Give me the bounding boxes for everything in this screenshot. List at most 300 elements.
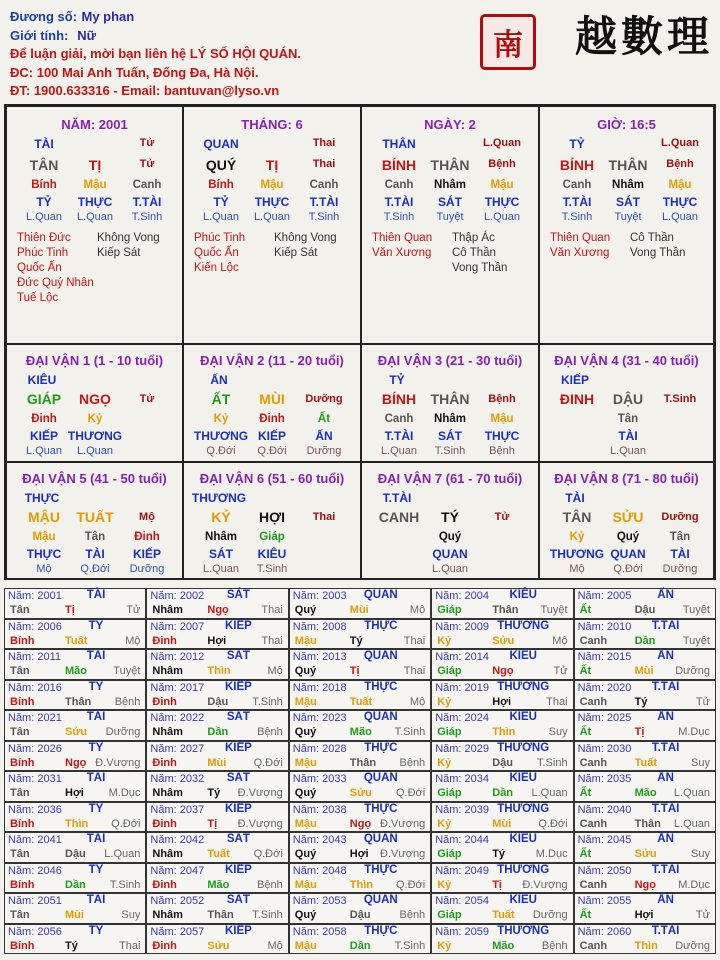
annual-god: TỶ [88,863,104,876]
annual-phase: Dưỡng [675,939,710,952]
pillar-r4-item: THỰC [662,195,698,209]
annual-stem: Đinh [152,695,177,708]
dai-van-god: ẤN [210,373,228,387]
annual-phase: Thai [546,695,568,708]
address-line: ĐC: 100 Mai Anh Tuấn, Đống Đa, Hà Nội. [10,64,259,80]
annual-year-cell [431,741,573,772]
annual-god: T.TÀI [651,802,680,815]
annual-year-cell [574,832,716,863]
dai-van-branch: HỢI [259,509,285,525]
annual-phase: Tử [553,665,568,677]
annual-phase: Suy [691,756,710,769]
annual-year-cell [4,802,146,833]
annual-branch: Thìn [207,665,231,677]
star-left: Quốc Ấn [194,247,239,259]
annual-phase: Mộ [125,634,141,647]
annual-stem: Canh [579,756,608,769]
pillar-r4-item: SÁT [616,195,640,209]
annual-branch: Thân [492,604,519,616]
annual-stem: Bính [10,756,35,769]
annual-year-label: Năm: 2003 [292,590,347,602]
annual-year-cell [146,649,288,680]
annual-god: TỶ [88,680,104,693]
dai-van-hidden-phase: T.Sinh [434,445,466,457]
annual-god: THỰC [364,619,398,632]
annual-phase: Q.Đới [395,878,426,891]
annual-year-label: Năm: 2031 [8,773,62,785]
annual-year-cell [289,863,431,894]
annual-god: THƯƠNG [497,924,550,937]
annual-branch: Hợi [492,695,512,708]
pillar-r3-item: Canh [132,179,162,191]
annual-god: THƯƠNG [497,741,550,754]
annual-year-label: Năm: 2040 [577,803,632,816]
annual-stem: Mậu [294,817,317,830]
annual-year-label: Năm: 2006 [8,620,62,633]
dai-van-hidden-stem: Tân [669,531,691,543]
pillar-r5-item: L.Quan [253,211,291,223]
star-right: Cô Thần [452,247,496,259]
annual-stem: Quý [294,604,317,616]
annual-god: QUAN [363,650,398,662]
annual-god: TỶ [88,924,104,937]
annual-god: T.TÀI [651,619,680,632]
annual-branch: Tị [207,817,218,830]
annual-stem: Kỷ [437,756,452,769]
dai-van-hidden-god: THƯƠNG [67,429,123,443]
annual-year-cell [4,893,146,924]
calligraphy-logo [498,6,713,68]
label-gioi-tinh: Giới tính: [10,27,69,43]
annual-year-label: Năm: 2060 [577,925,632,938]
annual-phase: Thai [403,665,426,677]
annual-phase: Tử [695,909,710,921]
annual-year-cell [4,680,146,711]
pillar-title: NGÀY: 2 [424,117,476,132]
annual-year-label: Năm: 2025 [577,712,632,724]
dai-van-stem: BÍNH [381,391,417,407]
annual-year-label: Năm: 2039 [435,803,489,816]
annual-branch: Dậu [207,695,229,708]
annual-phase: Suy [548,726,568,738]
dai-van-hidden-stem: Giáp [259,531,285,543]
star-left: Kiến Lộc [194,262,239,274]
dai-van-hidden-phase: L.Quan [76,445,114,457]
pillar-r4-item: THỰC [77,195,113,209]
dai-van-title: ĐẠI VẬN 1 (1 - 10 tuổi) [25,353,164,368]
dai-van-stem: MẬU [28,509,60,525]
annual-year-cell [4,619,146,650]
dai-van-hidden-stem: Mậu [32,531,56,543]
annual-branch: Tị [349,665,360,677]
pillar-r4-item: T.TÀI [309,195,339,209]
annual-god: KIẾP [224,863,252,876]
annual-god: ẤN [657,894,674,906]
dai-van-branch: MÙI [259,391,285,407]
dai-van-hidden-god: TÀI [670,547,690,561]
annual-year-cell [574,710,716,741]
annual-god: QUAN [363,589,398,601]
annual-branch: Ngọ [634,878,656,891]
annual-year-cell [289,649,431,680]
annual-year-label: Năm: 2057 [150,925,205,938]
star-left: Quốc Ấn [17,262,62,274]
annual-year-cell [146,771,288,802]
annual-stem: Tân [10,787,30,799]
annual-year-cell [146,863,288,894]
pillar-r5-item: L.Quan [76,211,114,223]
annual-phase: Dưỡng [675,665,710,677]
annual-stem: Mậu [294,634,317,647]
annual-stem: Ất [579,848,592,860]
pillar-r3-item: Canh [309,179,339,191]
pillar-r3-item: Mậu [260,179,284,191]
dai-van-hidden-god: KIÊU [257,547,287,561]
annual-phase: T.Sinh [252,695,283,708]
annual-branch: Tý [207,787,221,799]
annual-year-label: Năm: 2035 [577,773,632,785]
pillar-r5-item: T.Sinh [561,211,593,223]
annual-god: KIẾP [224,741,252,754]
pillar-r5-item: T.Sinh [131,211,163,223]
annual-year-cell [4,710,146,741]
annual-branch: Tuất [207,848,230,860]
dai-van-hidden-phase: Bệnh [489,445,515,457]
annual-year-label: Năm: 2018 [292,681,347,694]
annual-god: KIÊU [509,711,537,723]
annual-branch: Thân [65,695,92,708]
dai-van-god: T.TÀI [382,491,412,505]
annual-year-cell [574,649,716,680]
annual-stem: Kỷ [437,634,452,647]
annual-god: THỰC [364,924,398,937]
dai-van-hidden-stem: Ất [317,413,331,425]
dai-van-cell [6,344,183,462]
annual-branch: Tị [492,878,502,891]
annual-branch: Dần [349,939,371,952]
pillar-r3-item: Mậu [83,179,107,191]
annual-god: SÁT [226,894,250,906]
dai-van-phase: Tử [494,511,510,523]
dai-van-hidden-phase: L.Quan [25,445,63,457]
annual-year-label: Năm: 2030 [577,742,632,755]
dai-van-cell [539,462,714,580]
annual-stem: Đinh [152,817,177,830]
pillar-r4-item: TỶ [36,195,52,209]
annual-phase: Bệnh [257,878,283,891]
annual-year-label: Năm: 2010 [577,620,632,633]
pillar-r2-item: Thai [312,158,336,170]
annual-stem: Tân [10,909,30,921]
annual-god: QUAN [363,711,398,723]
calligraphy-text: 越數理 [574,12,713,61]
annual-year-label: Năm: 2005 [577,590,632,602]
annual-year-cell [4,832,146,863]
annual-year-label: Năm: 2055 [577,895,632,907]
annual-year-label: Năm: 2041 [8,834,62,846]
pillar-cell [539,106,714,344]
annual-year-cell [574,802,716,833]
annual-year-label: Năm: 2058 [292,925,347,938]
value-gioi-tinh: Nữ [77,27,97,43]
dai-van-branch: DẬU [612,391,644,407]
dai-van-hidden-stem: Kỷ [569,531,585,543]
dai-van-phase: Tử [139,393,155,405]
annual-branch: Thìn [492,726,516,738]
annual-year-label: Năm: 2009 [435,620,489,633]
annual-god: ẤN [657,772,674,784]
annual-stem: Canh [579,878,608,891]
annual-stem: Kỷ [437,695,452,708]
annual-stem: Kỷ [437,817,452,830]
annual-stem: Bính [10,878,35,891]
annual-year-cell [146,741,288,772]
annual-god: THƯƠNG [497,802,550,815]
annual-phase: Mộ [267,939,283,952]
dai-van-cell [539,344,714,462]
seal-text: 南 [493,28,523,63]
annual-year-cell [289,924,431,955]
annual-phase: L.Quan [104,848,141,860]
annual-branch: Mão [349,726,372,738]
star-right: Cô Thần [630,232,674,244]
annual-phase: Tử [126,604,141,616]
pillar-cell [183,106,361,344]
annual-phase: M.Dục [678,726,710,738]
annual-branch: Mùi [65,909,84,921]
annual-year-label: Năm: 2002 [150,590,205,602]
annual-year-label: Năm: 2022 [150,712,205,724]
annual-phase: Q.Đới [253,756,283,769]
annual-god: ẤN [657,650,674,662]
pillar-r1-item: L.Quan [483,137,521,149]
annual-year-cell [431,649,573,680]
dai-van-phase: Mộ [139,511,155,523]
dai-van-cell [361,462,539,580]
dai-van-title: ĐẠI VẬN 7 (61 - 70 tuổi) [377,471,523,486]
annual-branch: Tuất [349,695,373,708]
star-left: Tuế Lộc [17,292,59,304]
annual-god: QUAN [363,772,398,784]
annual-year-cell [289,771,431,802]
pillar-r3-item: Canh [562,179,592,191]
dai-van-god: THỰC [24,491,60,505]
annual-god: SÁT [226,650,250,662]
dai-van-hidden-stem: Đinh [134,531,160,543]
annual-stem: Canh [579,695,608,708]
pillar-r4-item: SÁT [438,195,462,209]
annual-branch: Thìn [634,939,658,952]
dai-van-hidden-phase: L.Quan [431,563,469,575]
pillar-r5-item: T.Sinh [383,211,415,223]
annual-branch: Sửu [207,939,230,952]
pillar-r5-item: L.Quan [25,211,63,223]
annual-stem: Giáp [437,726,462,738]
annual-god: ẤN [657,589,674,601]
annual-branch: Tị [634,726,645,738]
annual-year-label: Năm: 2024 [435,712,489,724]
dai-van-hidden-phase: L.Quan [380,445,418,457]
annual-stem: Tân [10,726,30,738]
dai-van-god: TÀI [565,491,585,505]
annual-phase: Bệnh [541,939,568,952]
annual-branch: Dậu [492,756,513,769]
annual-stem: Nhâm [152,726,183,738]
dai-van-branch: NGỌ [79,391,111,407]
annual-branch: Ngọ [492,665,514,677]
annual-stem: Canh [579,939,608,952]
dai-van-hidden-god: THỰC [484,429,520,443]
star-right: Kiếp Sát [97,247,141,259]
pillar-r1-item: QUAN [203,137,239,151]
annual-year-cell [146,832,288,863]
annual-year-cell [4,649,146,680]
annual-god: T.TÀI [651,741,680,754]
annual-year-cell [574,863,716,894]
annual-year-cell [574,771,716,802]
annual-year-label: Năm: 2038 [292,803,347,816]
annual-year-cell [4,771,146,802]
annual-god: ẤN [657,833,674,845]
dai-van-hidden-phase: Mộ [569,563,585,575]
annual-branch: Tị [65,604,75,616]
dai-van-hidden-god: QUAN [432,547,468,561]
annual-year-label: Năm: 2050 [577,864,632,877]
dai-van-hidden-stem: Kỷ [213,413,229,425]
annual-phase: M.Dục [678,878,710,891]
annual-branch: Hợi [349,848,369,860]
annual-god: TÀI [86,711,106,723]
annual-stem: Tân [10,848,30,860]
annual-stem: Canh [579,817,608,830]
annual-phase: Dưỡng [105,726,141,738]
annual-branch: Tý [492,848,506,860]
annual-branch: Tuất [492,909,515,921]
annual-god: KIẾP [224,924,252,937]
annual-stem: Giáp [437,604,462,616]
pillar-r2-item: Bệnh [488,158,516,170]
annual-year-label: Năm: 2043 [292,834,347,846]
annual-year-cell [574,680,716,711]
annual-branch: Dần [65,878,86,891]
annual-god: TÀI [86,833,106,845]
annual-phase: Mộ [409,695,426,708]
annual-year-label: Năm: 2052 [150,895,205,907]
annual-phase: T.Sinh [394,726,426,738]
annual-god: TỶ [88,619,104,632]
annual-branch: Dậu [634,604,656,616]
annual-stem: Đinh [152,634,177,647]
annual-branch: Thân [634,817,661,830]
annual-stem: Ất [579,909,592,921]
annual-god: THỰC [364,863,398,876]
annual-phase: Bệnh [399,756,426,769]
annual-year-cell [431,924,573,955]
annual-phase: Tuyệt [682,634,710,647]
annual-year-label: Năm: 2004 [435,590,489,602]
annual-branch: Mão [207,878,230,891]
annual-year-cell [574,588,716,619]
dai-van-title: ĐẠI VẬN 4 (31 - 40 tuổi) [554,353,699,368]
annual-year-cell [146,893,288,924]
pillar-r2-item: TỊ [265,157,279,173]
annual-god: SÁT [226,589,250,601]
annual-stem: Giáp [437,665,462,677]
annual-god: SÁT [226,772,250,784]
dai-van-phase: Thai [312,511,336,523]
annual-god: TỶ [88,802,104,815]
dai-van-phase: Dưỡng [305,393,343,405]
pillar-r5-item: L.Quan [483,211,521,223]
star-right: Kiếp Sát [274,247,318,259]
annual-year-label: Năm: 2011 [8,651,61,663]
annual-god: TỶ [88,741,104,754]
annual-year-cell [146,710,288,741]
annual-god: THỰC [364,802,398,815]
dai-van-title: ĐẠI VẬN 6 (51 - 60 tuổi) [199,471,345,486]
annual-stem: Quý [294,787,317,799]
pillar-r4-item: T.TÀI [132,195,162,209]
pillar-r2-item: THÂN [608,157,648,173]
annual-god: KIẾP [224,680,252,693]
annual-phase: Đ.Vượng [522,878,568,891]
dai-van-hidden-god: KIẾP [132,547,161,561]
pillar-r1-item: Tử [139,137,155,149]
annual-god: SÁT [226,833,250,845]
annual-year-label: Năm: 2047 [150,864,205,877]
dai-van-phase: Bệnh [488,393,516,405]
dai-van-hidden-stem: Nhâm [434,413,466,425]
dai-van-hidden-phase: Q.Đới [613,563,643,575]
annual-god: QUAN [363,894,398,906]
annual-branch: Mão [65,665,87,677]
main-chart-grid [4,104,716,580]
dai-van-god: TỶ [389,373,405,387]
dai-van-hidden-stem: Canh [384,413,414,425]
star-right: Không Vong [97,232,160,244]
annual-phase: M.Dục [108,787,141,799]
annual-phase: Q.Đới [253,848,283,860]
annual-phase: Tuyệt [540,604,568,616]
annual-stem: Kỷ [437,939,452,952]
annual-stem: Ất [579,787,592,799]
annual-year-cell [431,680,573,711]
pillar-cell [6,106,183,344]
star-right: Vong Thần [630,247,686,259]
dai-van-title: ĐẠI VẬN 2 (11 - 20 tuổi) [200,353,344,368]
annual-year-label: Năm: 2023 [292,712,347,724]
annual-branch: Hợi [634,909,654,921]
annual-branch: Mùi [492,817,512,830]
annual-stem: Kỷ [437,878,452,891]
annual-year-cell [574,924,716,955]
dai-van-hidden-phase: Q.Đới [206,445,236,457]
pillar-r2-item: Bệnh [666,158,694,170]
annual-branch: Thân [349,756,377,769]
annual-year-label: Năm: 2029 [435,742,489,755]
annual-god: THƯƠNG [497,619,550,632]
dai-van-hidden-stem: Mậu [490,413,514,425]
dai-van-hidden-stem: Quý [438,531,462,543]
annual-year-cell [431,771,573,802]
annual-year-label: Năm: 2027 [150,742,205,755]
annual-god: TÀI [86,650,106,662]
annual-phase: L.Quan [673,787,710,799]
pillar-r5-item: L.Quan [202,211,240,223]
pillar-r3-item: Canh [384,179,414,191]
dai-van-stem: ẤT [211,391,231,407]
dai-van-hidden-god: THƯƠNG [549,547,605,561]
